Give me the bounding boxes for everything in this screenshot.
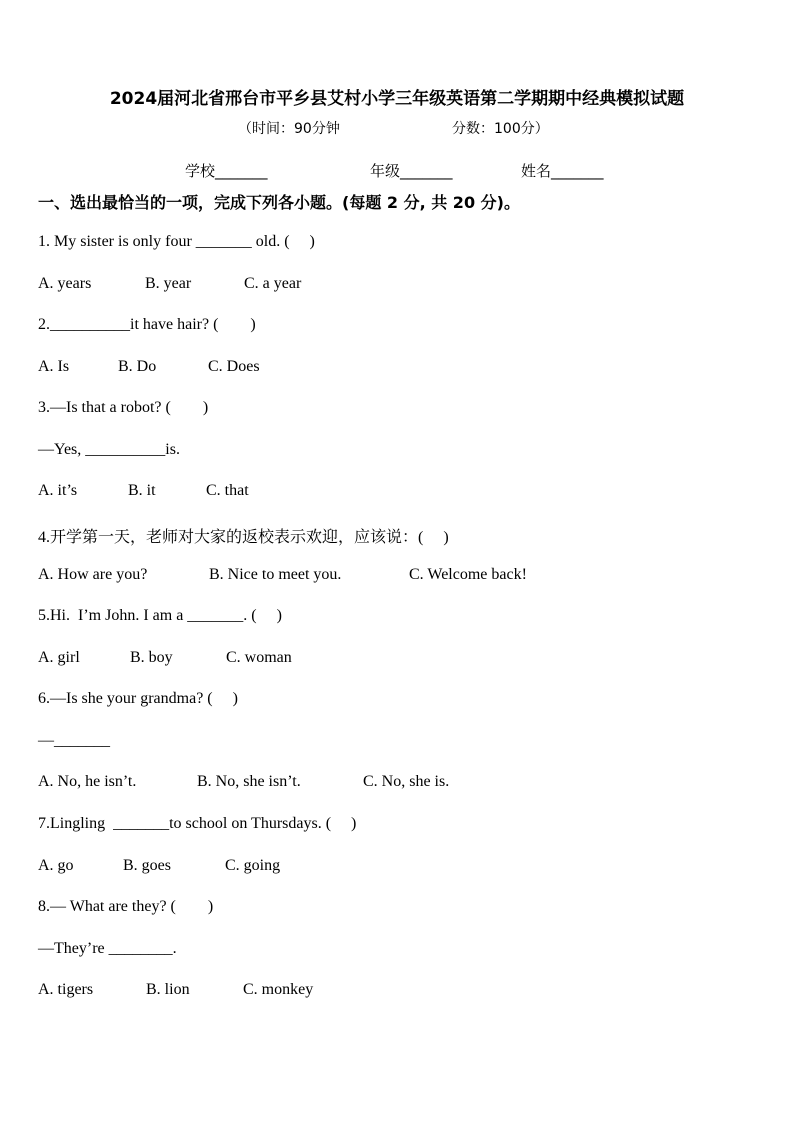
question-3-answer-line: —Yes, __________is. [38, 441, 180, 458]
q1-option-c: C. a year [244, 275, 302, 292]
q1-option-a: A. years [38, 275, 92, 292]
q3-option-b: B. it [128, 482, 156, 499]
q8-option-a: A. tigers [38, 981, 94, 998]
q5-option-b: B. boy [130, 649, 173, 666]
name-field: 姓名_______ [521, 162, 604, 180]
q8-option-c: C. monkey [243, 981, 314, 998]
question-5: 5.Hi. I’m John. I am a _______. ( ) [38, 607, 282, 624]
q5-option-c: C. woman [226, 649, 292, 666]
exam-score: 分数：100分） [452, 121, 549, 137]
question-6: 6.—Is she your grandma? ( ) [38, 690, 238, 707]
q7-option-a: A. go [38, 857, 74, 874]
q8-option-b: B. lion [146, 981, 190, 998]
question-7: 7.Lingling _______to school on Thursdays. ( ) [38, 815, 357, 832]
q6-option-b: B. No, she isn’t. [197, 773, 301, 790]
q3-option-a: A. it’s [38, 482, 78, 499]
exam-title: 2024届河北省邢台市平乡县艾村小学三年级英语第二学期期中经典模拟试题 [109, 89, 685, 109]
q4-option-b: B. Nice to meet you. [209, 566, 342, 583]
q6-option-c: C. No, she is. [363, 773, 450, 790]
q2-option-c: C. Does [208, 358, 260, 375]
q6-option-a: A. No, he isn’t. [38, 773, 137, 790]
question-2: 2.__________it have hair? ( ) [38, 316, 256, 333]
question-8: 8.— What are they? ( ) [38, 898, 214, 915]
q2-option-b: B. Do [118, 358, 157, 375]
exam-time: （时间：90分钟 [238, 121, 340, 137]
q2-option-a: A. Is [38, 358, 70, 375]
question-8-answer-line: —They’re ________. [38, 940, 177, 957]
q5-option-a: A. girl [38, 649, 80, 666]
q7-option-c: C. going [225, 857, 281, 874]
grade-field: 年级_______ [370, 162, 453, 180]
q4-option-c: C. Welcome back! [409, 566, 527, 583]
q7-option-b: B. goes [123, 857, 171, 874]
question-3: 3.—Is that a robot? ( ) [38, 399, 209, 416]
school-field: 学校_______ [185, 162, 268, 180]
question-1: 1. My sister is only four _______ old. ( ) [38, 233, 315, 250]
section-heading: 一、选出最恰当的一项，完成下列各小题。(每题 2 分, 共 20 分)。 [38, 193, 520, 212]
question-6-answer-line: —_______ [38, 732, 110, 749]
q3-option-c: C. that [206, 482, 249, 499]
q4-option-a: A. How are you? [38, 566, 148, 583]
question-4: 4.开学第一天，老师对大家的返校表示欢迎，应该说：( ) [38, 529, 449, 546]
q1-option-b: B. year [145, 275, 192, 292]
